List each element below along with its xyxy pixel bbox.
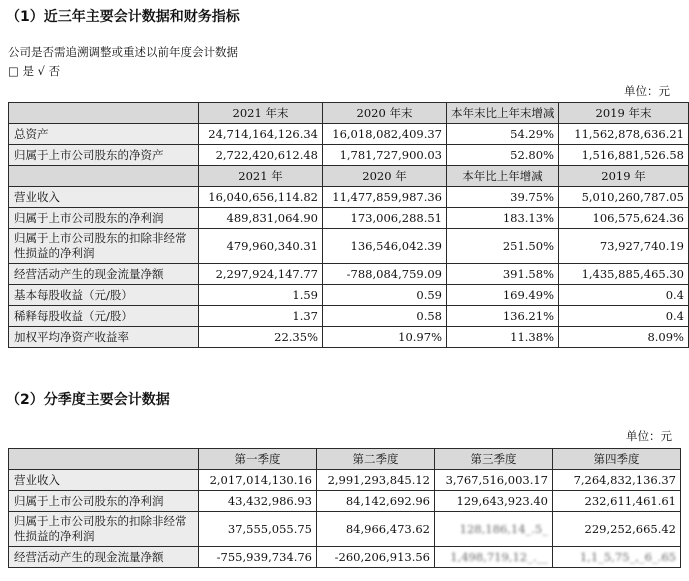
table-row (9, 306, 689, 327)
row-label: 归属于上市公司股东的净利润 (9, 491, 199, 512)
unit-label-2: 单位：元 (626, 429, 672, 443)
table-row (9, 208, 689, 229)
table-row (9, 124, 689, 145)
header-cell: 第一季度 (199, 449, 317, 470)
value-cell: 10.97% (323, 327, 447, 348)
row-label: 归属于上市公司股东的扣除非经常性损益的净利润 (9, 512, 199, 547)
value-cell: 232,611,461.61 (553, 491, 681, 512)
value-cell: 2,017,014,130.16 (199, 470, 317, 491)
row-label: 营业收入 (9, 187, 199, 208)
value-cell: 1,781,727,900.03 (323, 145, 447, 166)
unit-label-1: 单位：元 (624, 84, 670, 98)
value-cell: 39.75% (447, 187, 559, 208)
value-cell: -260,206,913.56 (317, 547, 435, 568)
table-header-row (9, 449, 681, 470)
value-cell: 2,722,420,612.48 (199, 145, 323, 166)
header-blank-cell (9, 103, 199, 124)
row-label: 总资产 (9, 124, 199, 145)
value-cell: 11.38% (447, 327, 559, 348)
annual-data-table (8, 102, 689, 348)
value-cell (435, 547, 553, 568)
value-cell: -755,939,734.76 (199, 547, 317, 568)
table-row (9, 145, 689, 166)
value-cell: 22.35% (199, 327, 323, 348)
value-cell: 173,006,288.51 (323, 208, 447, 229)
row-label: 经营活动产生的现金流量净额 (9, 547, 199, 568)
value-cell: 136,546,042.39 (323, 229, 447, 264)
value-cell: 0.58 (323, 306, 447, 327)
restate-question: 公司是否需追溯调整或重述以前年度会计数据 (8, 45, 238, 59)
value-cell: 11,562,878,636.21 (559, 124, 689, 145)
header-cell: 2020 年末 (323, 103, 447, 124)
value-cell: 84,142,692.96 (317, 491, 435, 512)
value-cell: 1,435,885,465.30 (559, 264, 689, 285)
value-cell: 7,264,832,136.37 (553, 470, 681, 491)
value-cell (553, 547, 681, 568)
value-cell: 169.49% (447, 285, 559, 306)
value-cell: 73,927,740.19 (559, 229, 689, 264)
row-label: 加权平均净资产收益率 (9, 327, 199, 348)
table-row (9, 264, 689, 285)
header-cell: 2020 年 (323, 166, 447, 187)
section1-title: （1）近三年主要会计数据和财务指标 (6, 9, 240, 25)
value-cell: 8.09% (559, 327, 689, 348)
value-cell: 489,831,064.90 (199, 208, 323, 229)
value-cell: 16,040,656,114.82 (199, 187, 323, 208)
header-cell: 第三季度 (435, 449, 553, 470)
value-cell: 37,555,055.75 (199, 512, 317, 547)
value-cell: 391.58% (447, 264, 559, 285)
header-cell: 本年比上年增减 (447, 166, 559, 187)
header-cell: 本年末比上年末增减 (447, 103, 559, 124)
header-cell: 第四季度 (553, 449, 681, 470)
header-cell: 2021 年末 (199, 103, 323, 124)
header-cell: 2019 年 (559, 166, 689, 187)
value-cell: 43,432,986.93 (199, 491, 317, 512)
value-cell: -788,084,759.09 (323, 264, 447, 285)
value-cell: 136.21% (447, 306, 559, 327)
section2-title: （2）分季度主要会计数据 (6, 392, 170, 408)
restate-answer: □ 是 √ 否 (8, 64, 61, 78)
table-header-row (9, 166, 689, 187)
value-cell: 251.50% (447, 229, 559, 264)
value-cell: 84,966,473.62 (317, 512, 435, 547)
row-label: 经营活动产生的现金流量净额 (9, 264, 199, 285)
table-row (9, 285, 689, 306)
row-label: 基本每股收益（元/股） (9, 285, 199, 306)
value-cell: 3,767,516,003.17 (435, 470, 553, 491)
header-cell: 2019 年末 (559, 103, 689, 124)
table-row (9, 327, 689, 348)
value-cell: 183.13% (447, 208, 559, 229)
quarterly-data-table (8, 448, 681, 568)
value-cell: 11,477,859,987.36 (323, 187, 447, 208)
table-row (9, 491, 681, 512)
table-row (9, 187, 689, 208)
table-row (9, 470, 681, 491)
header-blank-cell (9, 166, 199, 187)
value-cell: 24,714,164,126.34 (199, 124, 323, 145)
value-cell: 0.4 (559, 285, 689, 306)
value-cell: 0.4 (559, 306, 689, 327)
header-cell: 2021 年 (199, 166, 323, 187)
value-cell: 5,010,260,787.05 (559, 187, 689, 208)
header-blank-cell (9, 449, 199, 470)
row-label: 稀释每股收益（元/股） (9, 306, 199, 327)
obscured-value: 1,1_5,75_,_6_.65 (579, 550, 676, 564)
obscured-value: 128,186,14_.5_ (459, 521, 548, 536)
value-cell: 229,252,665.42 (553, 512, 681, 547)
value-cell: 1.37 (199, 306, 323, 327)
value-cell: 1,516,881,526.58 (559, 145, 689, 166)
header-cell: 第二季度 (317, 449, 435, 470)
value-cell: 129,643,923.40 (435, 491, 553, 512)
table-row (9, 512, 681, 547)
table-header-row (9, 103, 689, 124)
row-label: 归属于上市公司股东的净利润 (9, 208, 199, 229)
row-label: 归属于上市公司股东的扣除非经常性损益的净利润 (9, 229, 199, 264)
value-cell (435, 512, 553, 547)
value-cell: 106,575,624.36 (559, 208, 689, 229)
table-row (9, 229, 689, 264)
value-cell: 1.59 (199, 285, 323, 306)
row-label: 营业收入 (9, 470, 199, 491)
value-cell: 54.29% (447, 124, 559, 145)
value-cell: 2,297,924,147.77 (199, 264, 323, 285)
value-cell: 2,991,293,845.12 (317, 470, 435, 491)
value-cell: 479,960,340.31 (199, 229, 323, 264)
value-cell: 52.80% (447, 145, 559, 166)
table-row (9, 547, 681, 568)
obscured-value: 1,498,719,12_.__ (450, 550, 548, 564)
value-cell: 0.59 (323, 285, 447, 306)
row-label: 归属于上市公司股东的净资产 (9, 145, 199, 166)
value-cell: 16,018,082,409.37 (323, 124, 447, 145)
